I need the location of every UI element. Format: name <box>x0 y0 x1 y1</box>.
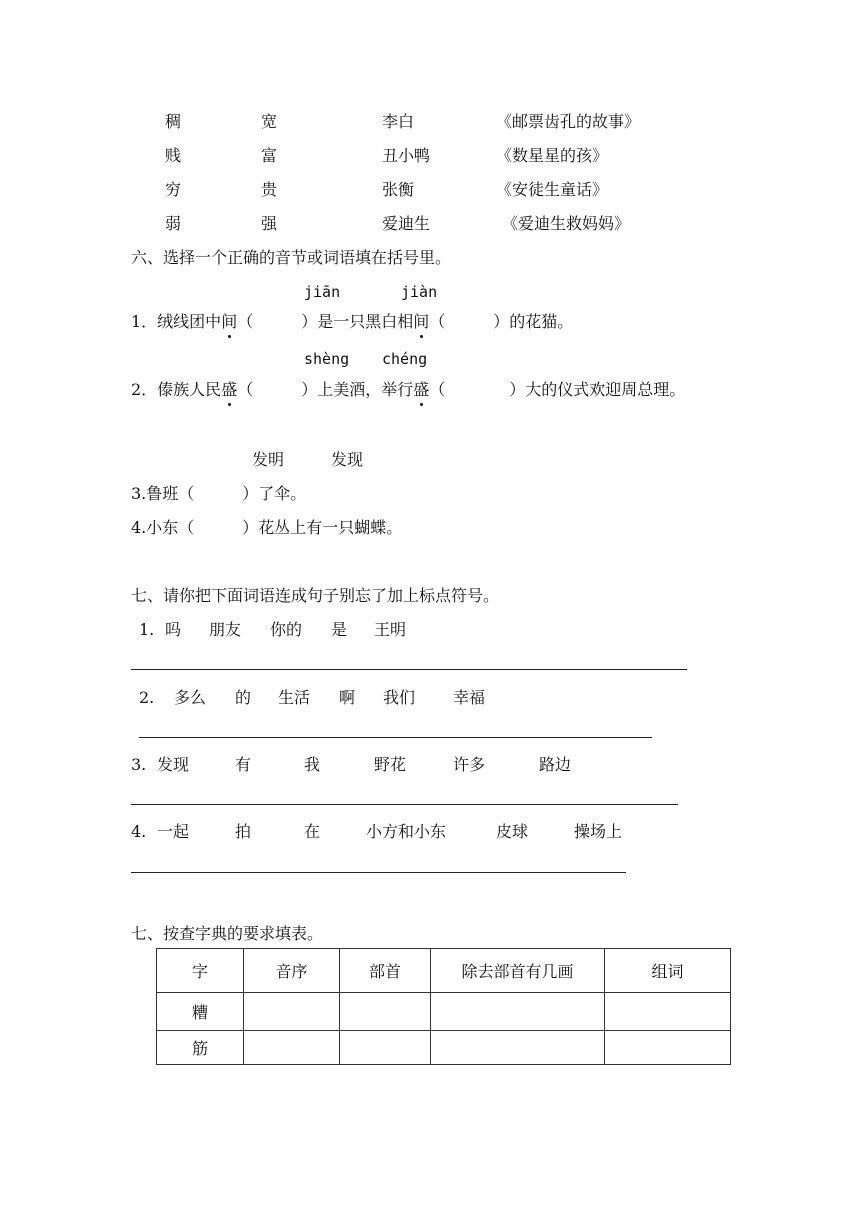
left-word: 穷 <box>165 180 182 199</box>
question-3: 3.鲁班（ ）了伞。 <box>131 484 307 503</box>
word-chip: 王明 <box>374 620 407 639</box>
char-cell: 糟 <box>157 993 244 1031</box>
word-chip: 有 <box>235 755 252 774</box>
word-chip: 我们 <box>383 688 416 707</box>
dotted-char: 间 <box>221 312 238 331</box>
dictionary-table <box>156 948 731 1065</box>
word-option: 发现 <box>331 450 364 469</box>
left-word: 贱 <box>165 146 182 165</box>
right-word: 强 <box>261 214 278 233</box>
word-chip: 啊 <box>339 688 356 707</box>
answer-line[interactable] <box>131 804 678 805</box>
word-chip: 操场上 <box>574 822 623 841</box>
blank-cell[interactable] <box>244 1031 340 1065</box>
right-word: 富 <box>261 146 278 165</box>
person-name: 爱迪生 <box>382 214 431 233</box>
word-chip: 我 <box>304 755 321 774</box>
word-chip: 是 <box>331 620 348 639</box>
question-2: 2．傣族人民盛（ ）上美酒，举行盛（ ）大的仪式欢迎周总理。 <box>131 380 686 399</box>
char-cell: 筋 <box>157 1031 244 1065</box>
word-chip: 许多 <box>453 755 486 774</box>
header-cell: 除去部首有几画 <box>431 949 605 993</box>
person-name: 张衡 <box>382 180 415 199</box>
word-chip: 野花 <box>374 755 407 774</box>
word-chip: 路边 <box>539 755 572 774</box>
dotted-char: 间 <box>413 312 430 331</box>
right-word: 宽 <box>261 112 278 131</box>
pinyin-option: jiān <box>304 283 341 301</box>
left-word: 弱 <box>165 214 182 233</box>
person-name: 丑小鸭 <box>382 146 431 165</box>
word-chip: 朋友 <box>209 620 242 639</box>
word-chip: 你的 <box>270 620 303 639</box>
person-name: 李白 <box>382 112 415 131</box>
pinyin-option: jiàn <box>401 283 438 301</box>
word-chip: 小方和小东 <box>366 822 447 841</box>
question-4: 4.小东（ ）花丛上有一只蝴蝶。 <box>131 518 403 537</box>
answer-line[interactable] <box>139 737 652 738</box>
answer-line[interactable] <box>131 872 626 873</box>
left-word: 稠 <box>165 112 182 131</box>
book-title: 《邮票齿孔的故事》 <box>496 112 641 131</box>
header-cell: 音序 <box>244 949 340 993</box>
book-title: 《爱迪生救妈妈》 <box>502 214 631 233</box>
dotted-char: 盛 <box>221 380 238 399</box>
word-chip: 拍 <box>235 822 252 841</box>
pinyin-option: shèng <box>304 350 350 368</box>
right-word: 贵 <box>261 180 278 199</box>
blank-cell[interactable] <box>340 993 431 1031</box>
word-chip: 发现 <box>157 755 190 774</box>
header-cell: 组词 <box>605 949 731 993</box>
word-chip: 生活 <box>278 688 311 707</box>
word-chip: 在 <box>304 822 321 841</box>
answer-line[interactable] <box>131 669 687 670</box>
header-cell: 字 <box>157 949 244 993</box>
dictionary-heading: 七、按查字典的要求填表。 <box>131 924 324 943</box>
word-chip: 的 <box>235 688 252 707</box>
blank-cell[interactable] <box>605 993 731 1031</box>
book-title: 《安徒生童话》 <box>496 180 609 199</box>
word-chip: 一起 <box>157 822 190 841</box>
blank-cell[interactable] <box>340 1031 431 1065</box>
word-chip: 皮球 <box>496 822 529 841</box>
word-chip: 吗 <box>165 620 182 639</box>
dotted-char: 盛 <box>413 380 430 399</box>
pinyin-option: chéng <box>382 350 428 368</box>
header-cell: 部首 <box>340 949 431 993</box>
word-chip: 幸福 <box>453 688 486 707</box>
blank-cell[interactable] <box>431 993 605 1031</box>
blank-cell[interactable] <box>244 993 340 1031</box>
section-6-heading: 六、选择一个正确的音节或词语填在括号里。 <box>131 248 452 267</box>
word-chip: 多么 <box>174 688 207 707</box>
blank-cell[interactable] <box>431 1031 605 1065</box>
word-option: 发明 <box>252 450 285 469</box>
section-7-heading: 七、请你把下面词语连成句子别忘了加上标点符号。 <box>131 586 500 605</box>
question-1: 1．绒线团中间（ ）是一只黑白相间（ ）的花猫。 <box>131 312 574 331</box>
blank-cell[interactable] <box>605 1031 731 1065</box>
book-title: 《数星星的孩》 <box>496 146 609 165</box>
